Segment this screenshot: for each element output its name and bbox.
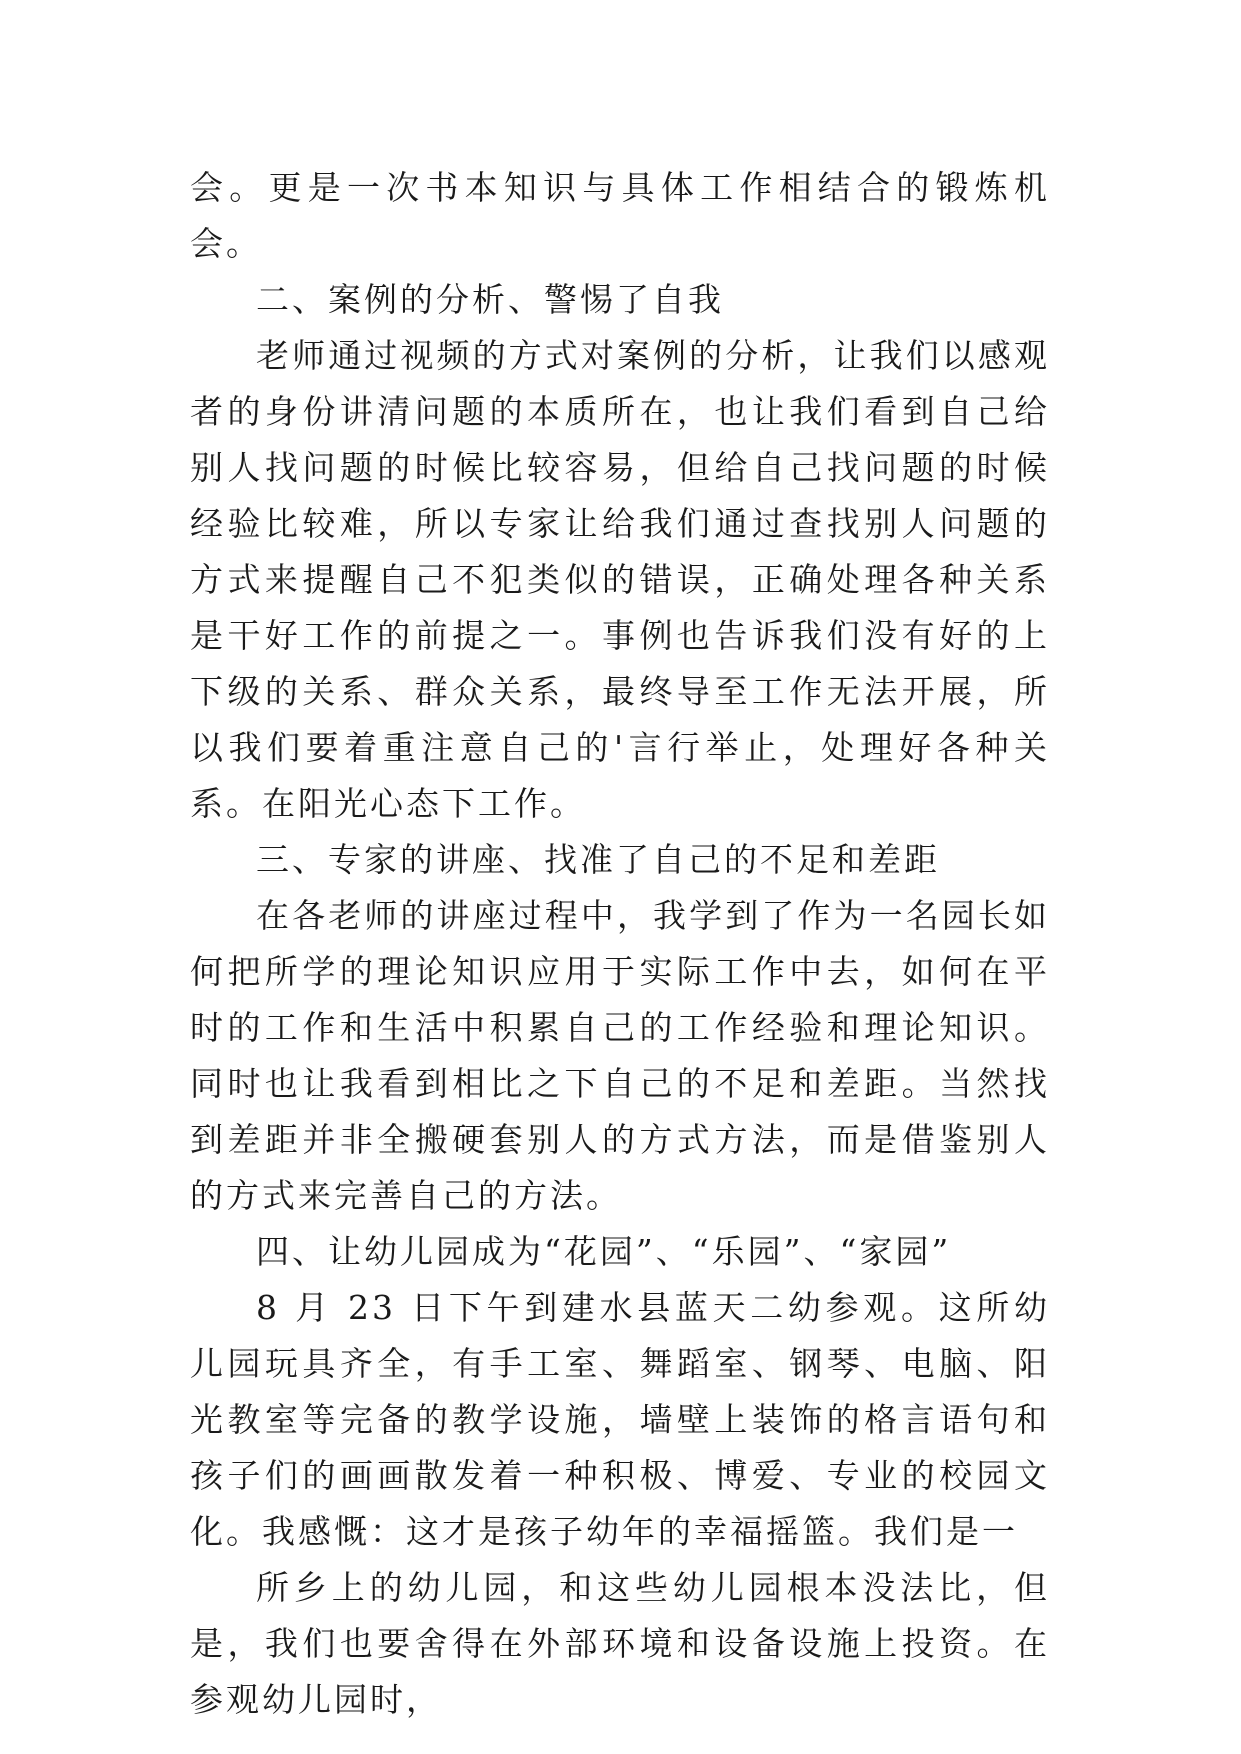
paragraph-rural-kindergarten: 所乡上的幼儿园，和这些幼儿园根本没法比，但是，我们也要舍得在外部环境和设备设施上投资。在参观幼儿园时， [190,1568,1050,1719]
section-heading-4: 四、让幼儿园成为“花园”、“乐园”、“家园” [256,1232,952,1271]
paragraph-continuation: 会。更是一次书本知识与具体工作相结合的锻炼机会。 [190,168,1050,263]
paragraph-case-analysis: 老师通过视频的方式对案例的分析，让我们以感观者的身份讲清问题的本质所在，也让我们看到自己给别人找问题的时候比较容易，但给自己找问题的时候经验比较难，所以专家让给我们通过查找别人问题的方式来提醒自己不犯类似的错误，正确处理各种关系是干好工作的前提之一。事例也告诉我们没有好的上下级的关系、群众关系，最终导至工作无法开展，所以我们要着重注意自己的'言行举止，处理好各种关系。在阳光心态下工作。 [190,336,1050,823]
section-heading-3: 三、专家的讲座、找准了自己的不足和差距 [256,840,940,879]
document-body [190,160,1050,1728]
paragraph-expert-lecture: 在各老师的讲座过程中，我学到了作为一名园长如何把所学的理论知识应用于实际工作中去，如何在平时的工作和生活中积累自己的工作经验和理论知识。同时也让我看到相比之下自己的不足和差距。当然找到差距并非全搬硬套别人的方式方法，而是借鉴别人的方式来完善自己的方法。 [190,896,1050,1215]
section-heading-2: 二、案例的分析、警惕了自我 [256,280,724,319]
paragraph-visit: 8 月 23 日下午到建水县蓝天二幼参观。这所幼儿园玩具齐全，有手工室、舞蹈室、钢琴、电脑、阳光教室等完备的教学设施，墙壁上装饰的格言语句和孩子们的画画散发着一种积极、博爱、专业的校园文化。我感慨：这才是孩子幼年的幸福摇篮。我们是一 [190,1288,1050,1551]
